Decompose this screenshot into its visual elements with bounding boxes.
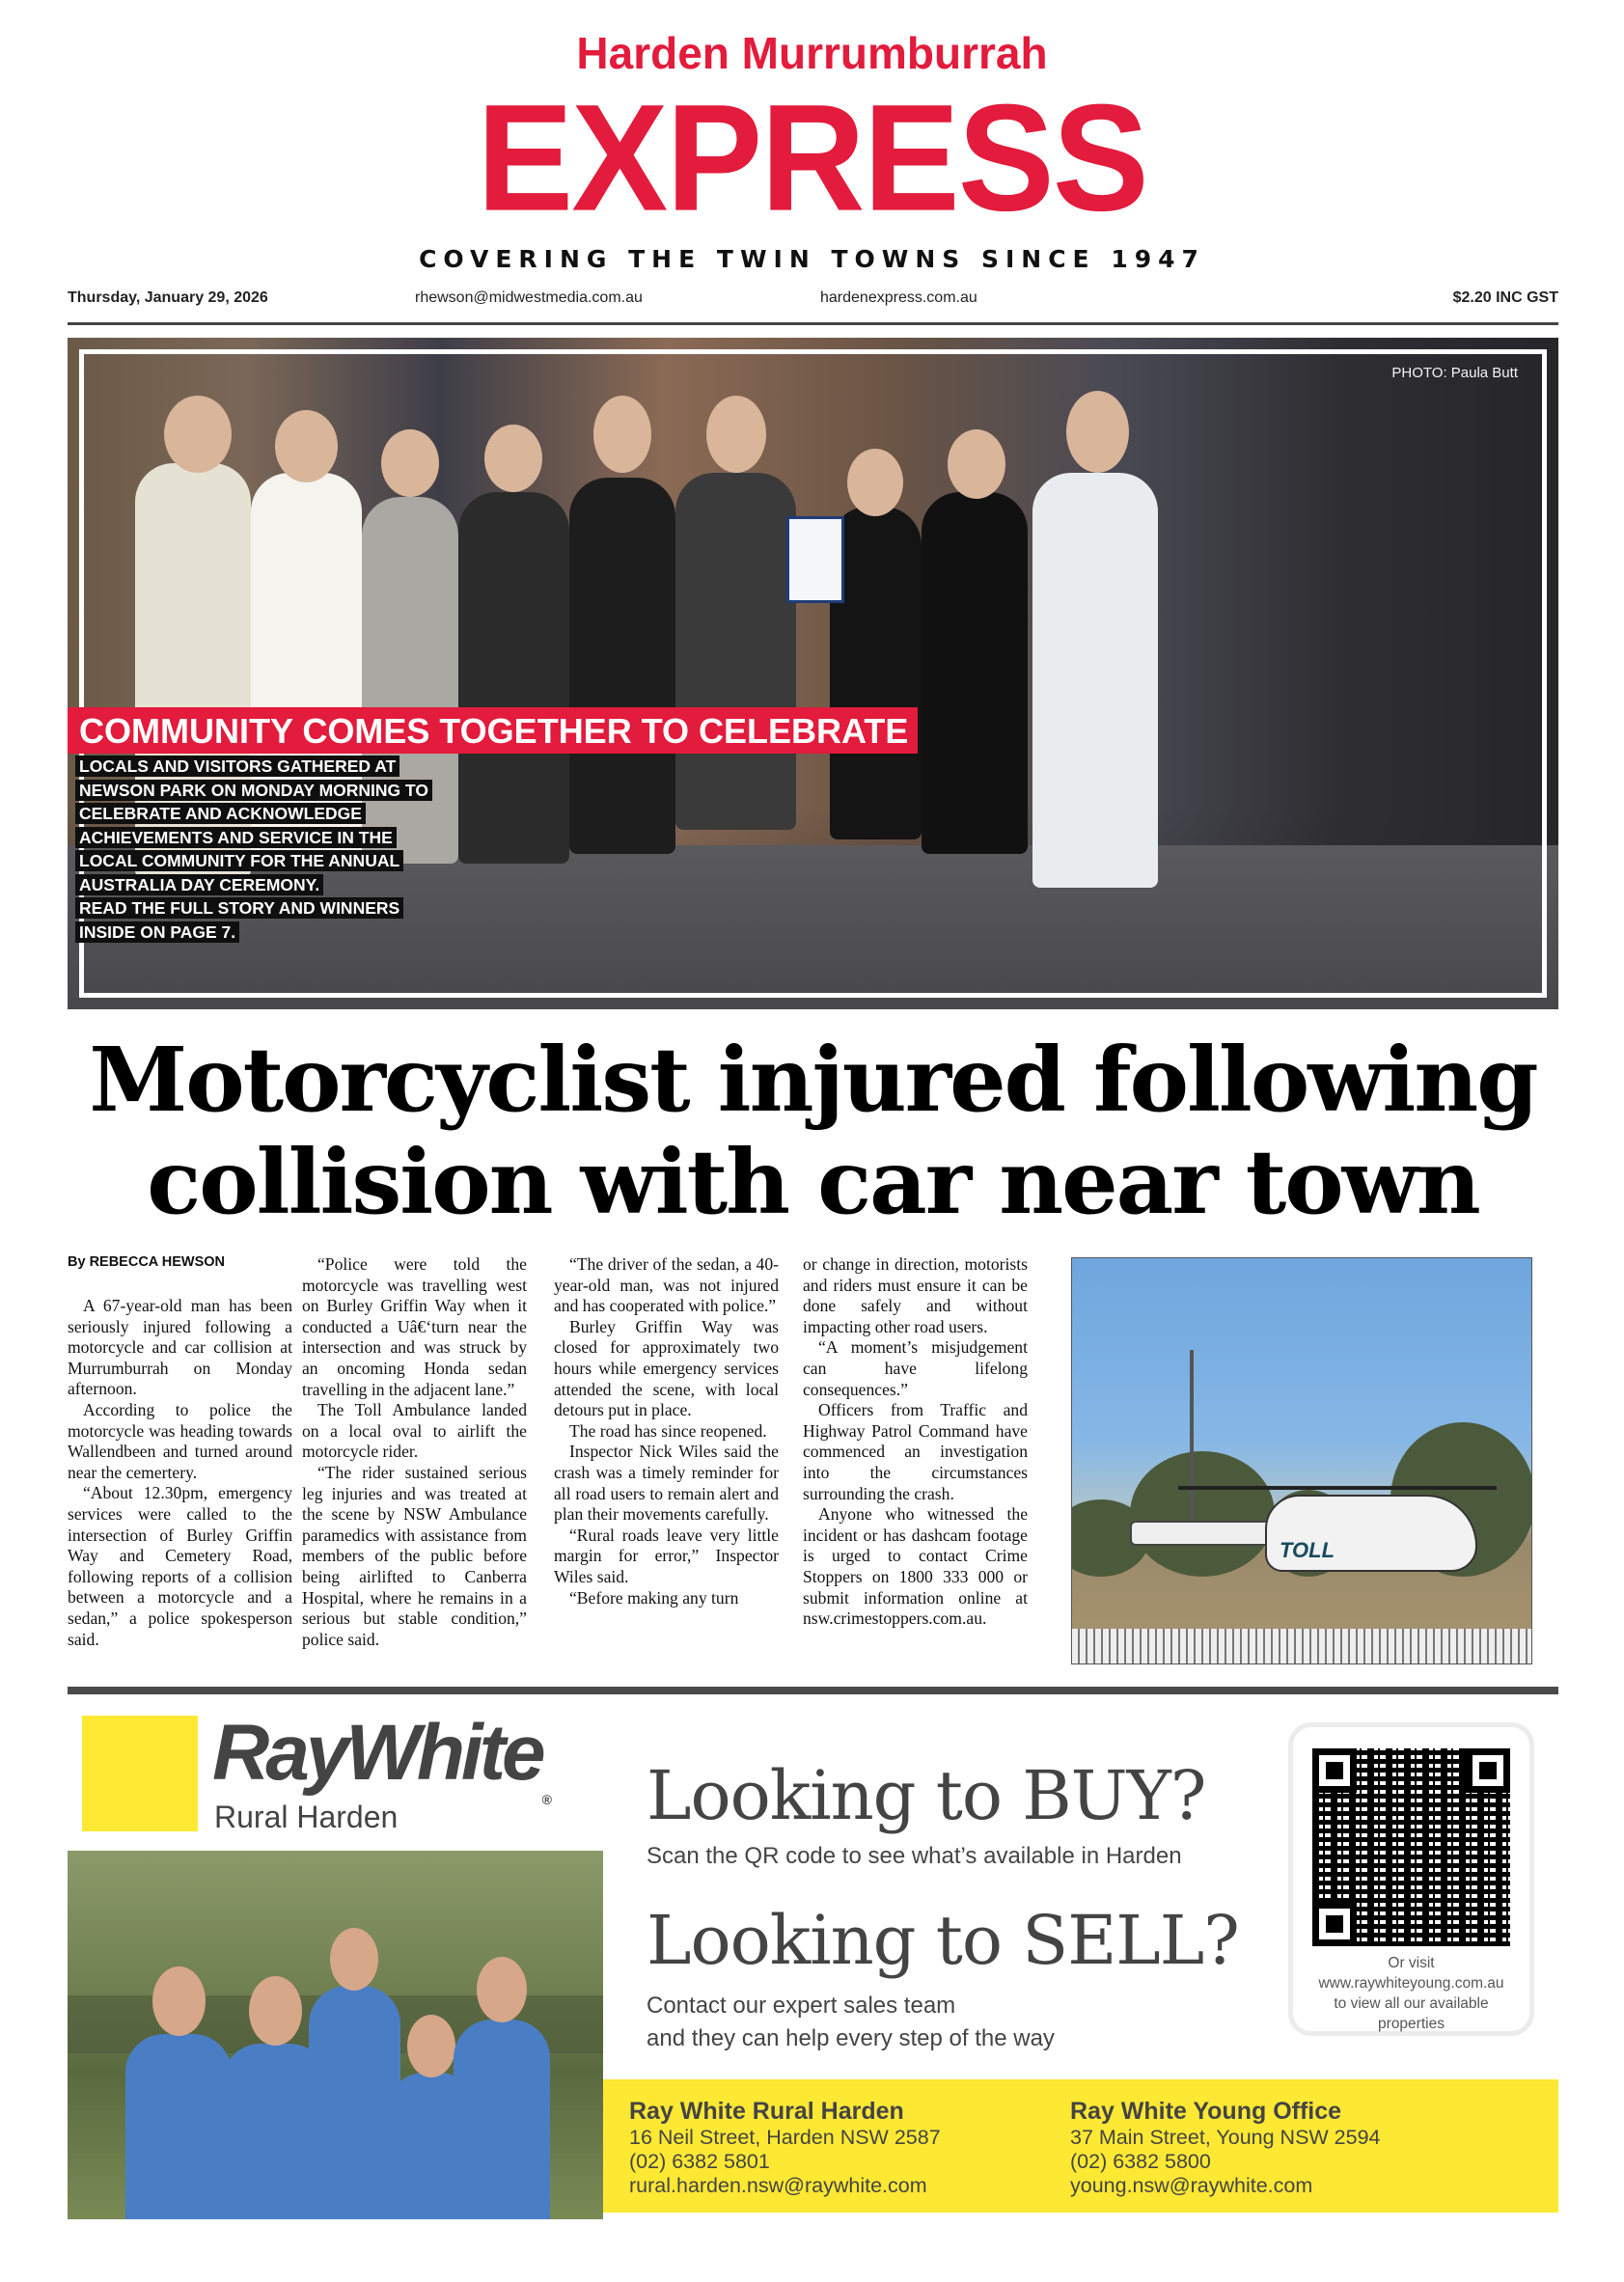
caption-line: INSIDE ON PAGE 7. [75,921,239,943]
qr-text-line: properties [1378,2016,1445,2032]
photo-banner-headline: COMMUNITY COMES TOGETHER TO CELEBRATE [68,707,918,754]
masthead [0,0,1624,328]
qr-text [1293,1953,1529,2034]
paragraph: “Police were told the motorcycle was travelling west on Burley Griffin Way when it conducted a Uâ€‘turn near the intersection and was struck by an oncoming Honda sedan travelling in the adjacent lane.” [302,1254,527,1399]
section-divider [68,1687,1558,1694]
caption-line: AUSTRALIA DAY CEREMONY. [75,874,323,895]
paragraph: Anyone who witnessed the incident or has dashcam footage is urged to contact Crime Stoppers on 1800 333 000 or submit information online at nsw.crimestoppers.com.au. [803,1504,1028,1629]
office-address: 16 Neil Street, Harden NSW 2587 [629,2126,941,2149]
headline-line-2: collision with car near town [147,1130,1479,1234]
issue-info-bar [68,289,1558,313]
article-headline [68,1029,1558,1233]
caption-line: LOCAL COMMUNITY FOR THE ANNUAL [75,850,403,871]
caption-line: READ THE FULL STORY AND WINNERS [75,897,403,919]
registered-icon: ® [541,1792,552,1807]
office-name: Ray White Young Office [1070,2098,1342,2125]
office-contact-bar [603,2079,1558,2213]
paragraph: A 67-year-old man has been seriously injured following a motorcycle and car collision at Murrumburrah on Monday afternoon. [68,1296,292,1399]
office-phone[interactable]: (02) 6382 5801 [629,2150,770,2173]
paragraph: “The driver of the sedan, a 40-year-old man, was not injured and has cooperated with police.” [554,1254,779,1316]
hero-photo [68,338,1558,1009]
office-harden [629,2097,941,2198]
paragraph: or change in direction, motorists and riders must ensure it can be done safely and without impacting other road users. [803,1254,1028,1336]
ray-white-yellow-square-logo [82,1716,198,1831]
paragraph: Officers from Traffic and Highway Patrol Command have commenced an investigation into the circumstances surrounding the crash. [803,1400,1028,1503]
caption-line: ACHIEVEMENTS AND SERVICE IN THE [75,827,397,848]
office-email[interactable]: rural.harden.nsw@raywhite.com [629,2174,927,2197]
article-column-2 [302,1254,527,1650]
qr-text-line: to view all our available [1334,1995,1489,2012]
sell-text-line-1: Contact our expert sales team [647,1993,956,2019]
masthead-tagline: COVERING THE TWIN TOWNS SINCE 1947 [419,245,1205,273]
award-certificate [786,516,844,603]
masthead-subtitle: Harden Murrumburrah [576,28,1048,78]
headline-line-1: Motorcyclist injured following [89,1028,1537,1132]
caption-line: CELEBRATE AND ACKNOWLEDGE [75,803,366,824]
paragraph: Burley Griffin Way was closed for approximately two hours while emergency services attended the scene, with local detours put in place. [554,1316,779,1420]
qr-finder-icon [1466,1748,1510,1793]
ray-white-wordmark: RayWhite [212,1709,542,1797]
toll-logo: TOLL [1280,1538,1335,1562]
floodlight-pole [1190,1350,1194,1543]
article-column-1 [68,1296,292,1650]
oval-fence [1072,1629,1531,1663]
issue-date: Thursday, January 29, 2026 [68,289,268,306]
masthead-divider [68,322,1558,325]
caption-line: LOCALS AND VISITORS GATHERED AT [75,756,399,777]
qr-finder-icon [1312,1748,1357,1793]
qr-finder-icon [1312,1902,1357,1946]
qr-text-line: Or visit [1388,1955,1435,1971]
cover-price: $2.20 INC GST [1452,289,1558,306]
website-link[interactable]: hardenexpress.com.au [820,289,977,306]
paragraph: “The rider sustained serious leg injuries and was treated at the scene by NSW Ambulance paramedics with assistance from members of the public before being airlifted to Canberra Hospital, where he remains in a serious but stable condition,” police said. [302,1462,527,1649]
ray-white-branch: Rural Harden [214,1800,399,1834]
team-photo [68,1851,603,2219]
paragraph: The Toll Ambulance landed on a local oval to airlift the motorcycle rider. [302,1400,527,1462]
article-column-4 [803,1254,1028,1630]
buy-heading: Looking to BUY? [647,1756,1206,1835]
office-name: Ray White Rural Harden [629,2098,904,2125]
masthead-title: EXPRESS [477,71,1147,243]
sell-text-line-2: and they can help every step of the way [647,2025,1055,2051]
paragraph: Inspector Nick Wiles said the crash was a timely reminder for all road users to remain alert and plan their movements carefully. [554,1442,779,1525]
paragraph: The road has since reopened. [569,1420,767,1441]
paragraph: “Rural roads leave very little margin for error,” Inspector Wiles said. [554,1525,779,1586]
sell-heading: Looking to SELL? [647,1901,1239,1980]
article-body [68,1254,1071,1679]
helicopter-rotor [1178,1486,1497,1490]
photo-credit: PHOTO: Paula Butt [1391,365,1518,381]
helicopter-photo [1071,1257,1532,1664]
paragraph: According to police the motorcycle was heading towards Wallendbeen and turned around near the cemertery. [68,1399,292,1482]
paragraph: “Before making any turn [569,1587,739,1608]
photo-caption [75,755,442,944]
contact-email[interactable]: rhewson@midwestmedia.com.au [415,289,643,306]
byline: By REBECCA HEWSON [68,1254,226,1270]
ray-white-logo [212,1709,552,1807]
caption-line: NEWSON PARK ON MONDAY MORNING TO [75,780,432,801]
office-young [1070,2097,1381,2198]
qr-card [1288,1722,1534,2036]
article-column-3 [554,1254,779,1608]
buy-text: Scan the QR code to see what’s available in Harden [647,1843,1182,1869]
helicopter-tail [1130,1521,1284,1546]
office-address: 37 Main Street, Young NSW 2594 [1070,2126,1381,2149]
qr-code-icon[interactable] [1312,1748,1510,1946]
paragraph: “A moment’s misjudgement can have lifelong consequences.” [803,1337,1028,1399]
office-email[interactable]: young.nsw@raywhite.com [1070,2174,1313,2197]
paragraph: “About 12.30pm, emergency services were called to the intersection of Burley Griffin Way and Cemetery Road, following reports of a collision between a motorcycle and a sedan,” a police spokesperson said. [68,1483,292,1649]
office-phone[interactable]: (02) 6382 5800 [1070,2150,1211,2173]
qr-website-link[interactable]: www.raywhiteyoung.com.au [1318,1975,1504,1992]
ray-white-advertisement [68,1698,1558,2219]
sell-text [647,1990,1129,2055]
